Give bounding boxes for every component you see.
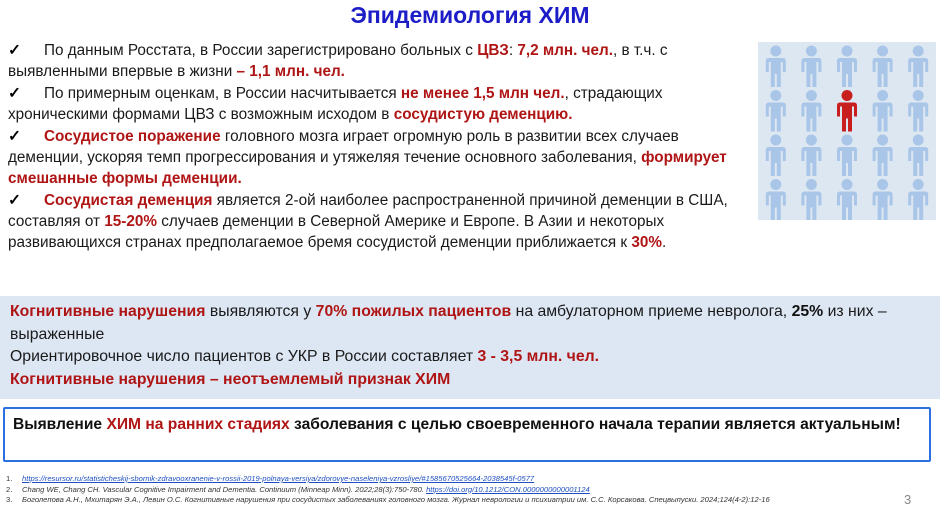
bullet-highlight: 30%	[631, 234, 662, 251]
bullet-highlight: – 1,1 млн. чел.	[236, 63, 345, 80]
summary-highlight: 70%	[315, 303, 348, 320]
reference-link[interactable]: https://doi.org/10.1212/CON.0000000000001124	[426, 484, 590, 494]
person-figure	[873, 135, 893, 177]
person-figure	[801, 90, 821, 132]
person-figure	[837, 90, 857, 132]
summary-highlight: пожилых пациентов	[351, 303, 512, 320]
summary-line-1	[10, 301, 940, 346]
page-number: 3	[904, 492, 912, 507]
summary-highlight: Когнитивные нарушения	[10, 303, 206, 320]
person-figure	[801, 135, 821, 177]
bullet-highlight: сосудистую деменцию.	[393, 106, 573, 123]
summary-text: на амбулаторном приеме невролога,	[511, 303, 792, 320]
page-title: Эпидемиология ХИМ	[350, 2, 590, 28]
reference-number: 2.	[6, 484, 13, 494]
bullet-text: .	[662, 234, 667, 251]
bullet-text: , страдающих хроническими формами ЦВЗ с возможным исходом в	[8, 85, 663, 123]
bullet-highlight: 7,2 млн. чел.	[517, 42, 613, 59]
conclusion-text: заболевания с целью своевременного начала терапии является актуальным!	[289, 416, 901, 433]
person-figure	[908, 135, 928, 177]
check-icon: ✓	[8, 85, 21, 102]
check-icon: ✓	[8, 42, 21, 59]
person-figure	[837, 46, 857, 88]
bullet-text: По данным Росстата, в России зарегистрировано больных с	[44, 42, 478, 59]
bullet-text: является 2-ой наиболее распространенной причиной деменции в США, составляя от	[8, 192, 728, 230]
person-figure	[801, 179, 821, 220]
bullet-highlight: Сосудистая деменция	[44, 192, 213, 209]
bullet-1	[8, 40, 750, 82]
person-figure	[908, 46, 928, 88]
person-figure	[766, 179, 786, 220]
reference-2	[6, 485, 906, 496]
bullet-highlight: ЦВЗ	[477, 42, 509, 59]
person-figure	[873, 46, 893, 88]
check-icon: ✓	[8, 192, 21, 209]
people-crowd-illustration	[758, 42, 936, 220]
summary-line-2	[10, 346, 940, 369]
person-figure	[766, 90, 786, 132]
person-figure	[837, 179, 857, 220]
reference-number: 3.	[6, 495, 13, 504]
conclusion-frame	[3, 407, 931, 462]
person-figure	[837, 135, 857, 177]
bullet-text: :	[508, 42, 518, 59]
summary-highlight: Когнитивные нарушения – неотъемлемый признак ХИМ	[10, 370, 451, 388]
reference-text: Боголепова А.Н., Мхитарян Э.А., Левин О.С. Когнитивные нарушения при сосудистых заболеваниях головного мозга. Журнал неврологии и психиатрии им. С.С. Корсакова. Спецвыпуски. 2024;124(4-2):12-16	[22, 495, 770, 504]
bullet-text: головного мозга играет огромную роль в развитии всех случаев деменции, ускоряя темп прогрессирования и утяжеляя течение основного заболевания,	[8, 128, 679, 166]
bullet-text: случаев деменции в Северной Америке и Европе. В Азии и некоторых развивающихся странах предполагаемое бремя сосудистой деменции приближается к	[8, 213, 665, 251]
reference-1	[6, 474, 906, 485]
bullet-4	[8, 190, 750, 253]
bullet-highlight: 15-20%	[104, 213, 157, 230]
reference-text: Chang WE, Chang CH. Vascular Cognitive Impairment and Dementia. Continuum (Minneap Minn). 2022;28(3):750-780.	[22, 484, 427, 494]
check-icon: ✓	[8, 128, 21, 145]
reference-3	[6, 495, 906, 506]
bullet-3	[8, 126, 750, 189]
summary-bold: 25%	[791, 303, 824, 320]
summary-text: Ориентировочное число пациентов с УКР в России составляет	[10, 348, 478, 365]
summary-text: из них – выраженные	[10, 303, 887, 343]
reference-link[interactable]: https://resursor.ru/statisticheskij-sbornik-zdravooxranenie-v-rossii-2019-polnaya-versiya/zdorovye-naseleniya-vzrosliye/#1585670525664-2038545f-0577	[22, 474, 535, 483]
summary-text: выявляются у	[205, 303, 316, 320]
person-figure	[801, 46, 821, 88]
bullet-highlight: формирует смешанные формы деменции.	[8, 149, 727, 187]
person-figure	[873, 90, 893, 132]
person-figure	[908, 90, 928, 132]
cognitive-summary-box	[0, 296, 940, 399]
conclusion-highlight: ХИМ на ранних стадиях	[106, 416, 290, 433]
bullet-text: , в т.ч. с выявленными впервые в жизни	[8, 42, 668, 80]
summary-line-3	[10, 369, 940, 392]
person-figure	[766, 135, 786, 177]
conclusion-text: Выявление	[13, 416, 107, 433]
person-figure	[766, 46, 786, 88]
bullet-highlight: не менее 1,5 млн чел.	[400, 85, 565, 102]
bullet-text: По примерным оценкам, в России насчитывается	[44, 85, 401, 102]
summary-highlight: 3 - 3,5 млн. чел.	[477, 348, 600, 365]
person-figure	[908, 179, 928, 220]
bullet-list	[8, 40, 750, 254]
references	[6, 474, 906, 506]
person-figure	[873, 179, 893, 220]
bullet-2	[8, 83, 750, 125]
bullet-highlight: Сосудистое поражение	[44, 128, 221, 145]
reference-number: 1.	[6, 474, 13, 483]
people-crowd-icon	[758, 42, 936, 220]
